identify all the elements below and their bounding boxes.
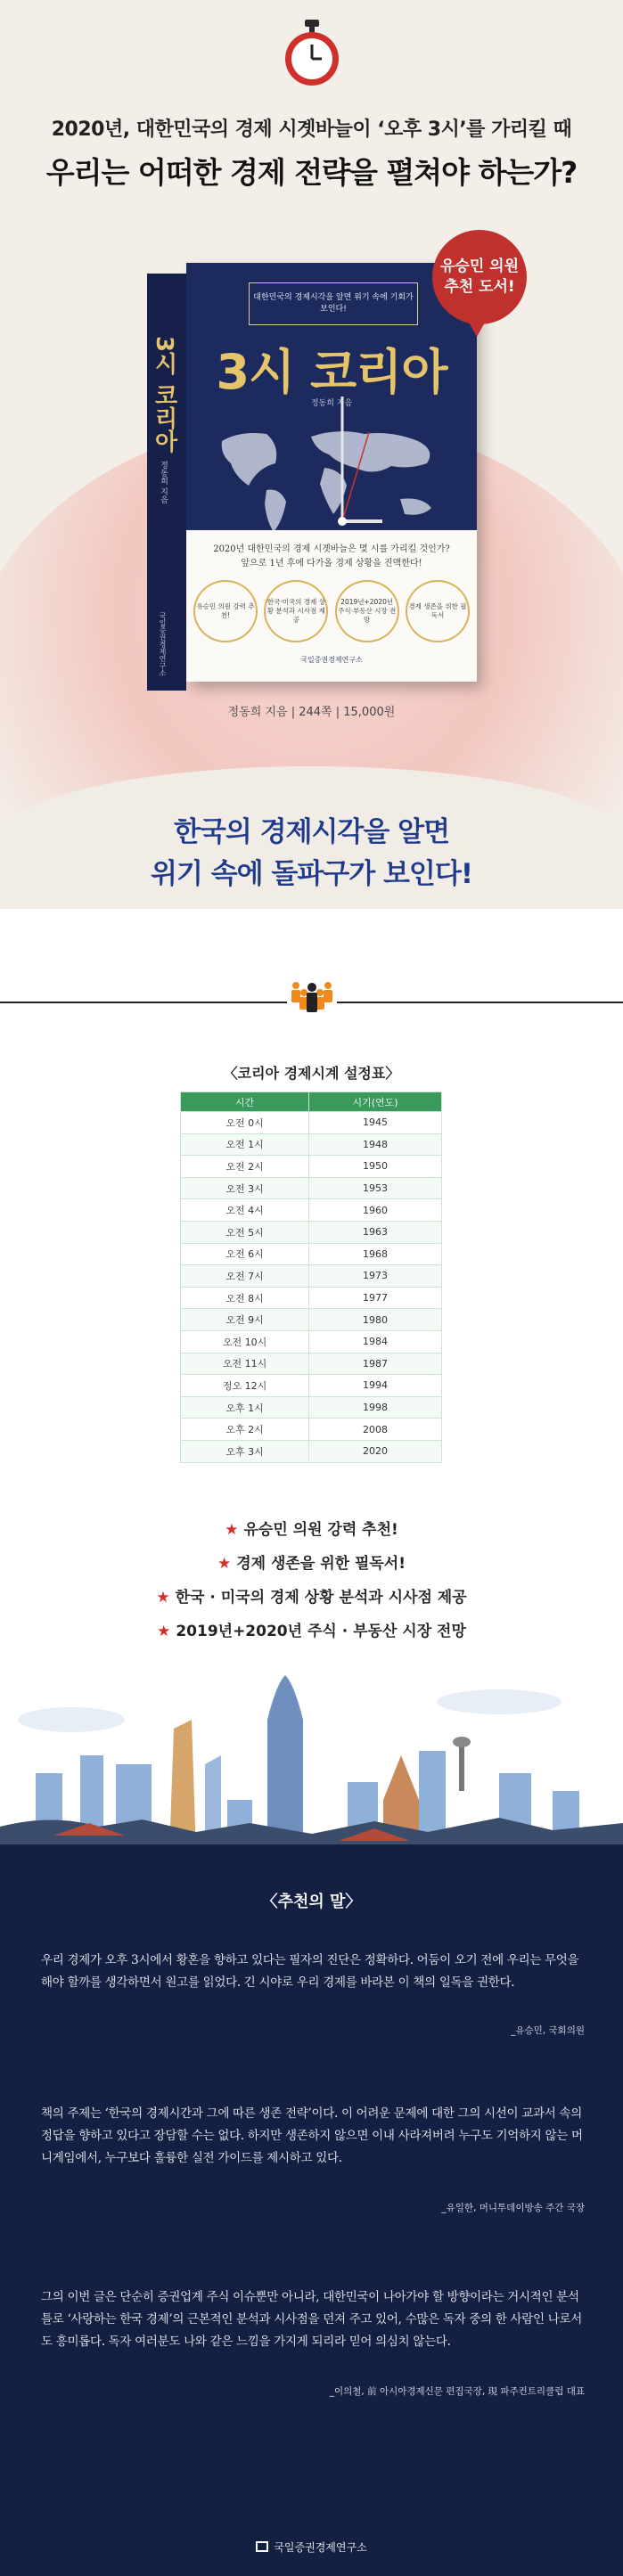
cell-time: 오후 1시 <box>181 1396 309 1419</box>
cell-time: 오전 1시 <box>181 1133 309 1156</box>
recommendation-author: _이의철, 前 아시아경제신문 편집국장, 現 파주컨트리클럽 대표 <box>329 2386 585 2397</box>
selling-point <box>0 1513 623 1547</box>
cell-year: 1953 <box>309 1177 442 1199</box>
cell-year: 1948 <box>309 1133 442 1156</box>
cell-time: 오후 3시 <box>181 1440 309 1462</box>
table-row <box>181 1265 442 1288</box>
spine-title: 3시 코리아 <box>151 336 177 454</box>
laurel-row <box>193 580 470 642</box>
table-row <box>181 1243 442 1265</box>
selling-point <box>0 1547 623 1581</box>
selling-points <box>0 1513 623 1648</box>
band-line2: 앞으로 1년 후에 다가올 경제 상황을 진맥한다! <box>241 559 422 568</box>
star-icon: ★ <box>217 1555 232 1573</box>
table-row <box>181 1396 442 1419</box>
book-publisher: 국일증권경제연구소 <box>300 656 363 664</box>
cell-time: 오전 5시 <box>181 1221 309 1243</box>
table-row <box>181 1156 442 1178</box>
table-header-year: 시기(연도) <box>309 1092 442 1112</box>
book-cover <box>147 263 477 691</box>
cell-time: 오전 6시 <box>181 1243 309 1265</box>
star-icon: ★ <box>225 1521 239 1539</box>
laurel-badge: 유승민 의원 강력 추천! <box>193 580 258 642</box>
cell-time: 정오 12시 <box>181 1375 309 1397</box>
cell-time: 오전 2시 <box>181 1156 309 1178</box>
cell-time: 오전 8시 <box>181 1287 309 1309</box>
book-front <box>186 263 477 682</box>
people-icon <box>287 978 337 1018</box>
recommendation-text: 책의 주제는 ‘한국의 경제시간과 그에 따른 생존 전략’이다. 이 어려운 문제에 대한 그의 시선이 교과서 속의 정답을 향하고 있다고 장담할 수는 없다. 하지만 생존하지 않으면 이내 사라져버려 누구도 기억하지 않는 머니게임에서, 누구보다 훌륭한 실전 가이드를 제시하고 있다. <box>41 2106 583 2165</box>
badge-line1: 유승민 의원 <box>439 258 520 276</box>
cell-year: 2008 <box>309 1419 442 1441</box>
recommendations-section <box>0 1853 623 2576</box>
cell-year: 1960 <box>309 1199 442 1222</box>
spine-publisher: 국일증권경제연구소 <box>159 612 167 676</box>
book-tagline: 대한민국의 경제시각을 알면 위기 속에 기회가 보인다! <box>249 282 418 325</box>
selling-point-text: 한국 · 미국의 경제 상황 분석과 시사점 제공 <box>175 1589 467 1607</box>
selling-point-text: 2019년+2020년 주식 · 부동산 시장 전망 <box>176 1623 466 1640</box>
recommendations-title: 〈추천의 말〉 <box>261 1893 362 1911</box>
table-row <box>181 1287 442 1309</box>
table-row <box>181 1419 442 1441</box>
cell-year: 1987 <box>309 1353 442 1375</box>
table-row <box>181 1177 442 1199</box>
cell-year: 1950 <box>309 1156 442 1178</box>
table-row <box>181 1440 442 1462</box>
headline-line2: 위기 속에 돌파구가 보인다! <box>151 858 472 890</box>
cell-year: 1968 <box>309 1243 442 1265</box>
table-row <box>181 1199 442 1222</box>
selling-point-text: 경제 생존을 위한 필독서! <box>236 1555 406 1573</box>
cell-year: 1998 <box>309 1396 442 1419</box>
cell-year: 1963 <box>309 1221 442 1243</box>
book-author: 정동희 지음 <box>310 399 353 408</box>
table-row <box>181 1330 442 1353</box>
band-line1: 2020년 대한민국의 경제 시곗바늘은 몇 시를 가리킬 것인가? <box>213 544 450 554</box>
cell-year: 1973 <box>309 1265 442 1288</box>
headline-line1: 한국의 경제시각을 알면 <box>173 816 450 848</box>
cell-year: 1977 <box>309 1287 442 1309</box>
hero-section <box>0 0 623 909</box>
recommendation-text: 우리 경제가 오후 3시에서 황혼을 향하고 있다는 필자의 진단은 정확하다. 어둠이 오기 전에 우리는 무엇을 해야 할까를 생각하면서 원고를 읽었다. 긴 시야로 우리 경제를 바라본 이 책의 일독을 권한다. <box>41 1953 579 1990</box>
cell-time: 오전 0시 <box>181 1112 309 1134</box>
cell-time: 오전 11시 <box>181 1353 309 1375</box>
cell-time: 오전 7시 <box>181 1265 309 1288</box>
cell-time: 오전 3시 <box>181 1177 309 1199</box>
table-row <box>181 1133 442 1156</box>
star-icon: ★ <box>157 1623 171 1640</box>
book-spine <box>147 274 186 691</box>
hero-question-line1: 2020년, 대한민국의 경제 시곗바늘이 ‘오후 3시’를 가리킬 때 <box>51 119 572 141</box>
publisher-logo-icon <box>256 2541 268 2552</box>
table-row <box>181 1112 442 1134</box>
cell-year: 1994 <box>309 1375 442 1397</box>
laurel-badge: 한국·미국의 경제 상황 분석과 시사점 제공 <box>264 580 328 642</box>
economy-clock-table <box>180 1092 442 1463</box>
selling-point-text: 유승민 의원 강력 추천! <box>243 1521 398 1539</box>
cell-year: 1980 <box>309 1309 442 1331</box>
table-header-time: 시간 <box>181 1092 309 1112</box>
laurel-badge: 2019년+2020년 주식·부동산 시장 전망 <box>335 580 399 642</box>
recommendation-badge <box>432 230 527 324</box>
city-skyline-illustration <box>0 1666 623 1853</box>
hero-question-line2: 우리는 어떠한 경제 전략을 펼쳐야 하는가? <box>45 155 578 190</box>
spine-author: 정동희 지음 <box>159 461 168 503</box>
badge-line2: 추천 도서! <box>444 278 515 296</box>
recommendation-author: _유승민, 국회의원 <box>511 2025 585 2036</box>
cell-time: 오후 2시 <box>181 1419 309 1441</box>
cell-time: 오전 4시 <box>181 1199 309 1222</box>
table-row <box>181 1353 442 1375</box>
table-row <box>181 1309 442 1331</box>
laurel-badge: 경제 생존을 위한 필독서 <box>406 580 470 642</box>
stopwatch-icon <box>282 18 342 89</box>
table-title: 〈코리아 경제시계 설정표〉 <box>223 1065 400 1082</box>
book-title: 3시 코리아 <box>216 344 447 400</box>
selling-point <box>0 1615 623 1648</box>
table-row <box>181 1375 442 1397</box>
clock-table-section <box>0 909 623 1853</box>
recommendation-text: 그의 이번 글은 단순히 증권업계 주식 이슈뿐만 아니라, 대한민국이 나아가야 할 방향이라는 거시적인 분석 틀로 ‘사랑하는 한국 경제’의 근본적인 분석과 시사점을 던져 주고 있어, 수많은 독자 중의 한 사람인 나로서도 흥미롭다. 독자 여러분도 나와 같은 느낌을 가지게 되리라 믿어 의심치 않는다. <box>41 2290 582 2349</box>
cell-time: 오전 9시 <box>181 1309 309 1331</box>
book-meta: 정동희 지음 | 244쪽 | 15,000원 <box>227 706 396 719</box>
cell-year: 1945 <box>309 1112 442 1134</box>
publisher-footer <box>0 2539 623 2555</box>
book-band <box>186 530 477 682</box>
table-row <box>181 1221 442 1243</box>
selling-point <box>0 1581 623 1615</box>
table-header-row <box>181 1092 442 1112</box>
cell-year: 2020 <box>309 1440 442 1462</box>
star-icon: ★ <box>156 1589 170 1607</box>
recommendation-author: _유일한, 머니투데이방송 주간 국장 <box>441 2203 585 2213</box>
publisher-name: 국일증권경제연구소 <box>274 2541 367 2554</box>
cell-time: 오전 10시 <box>181 1330 309 1353</box>
cell-year: 1984 <box>309 1330 442 1353</box>
